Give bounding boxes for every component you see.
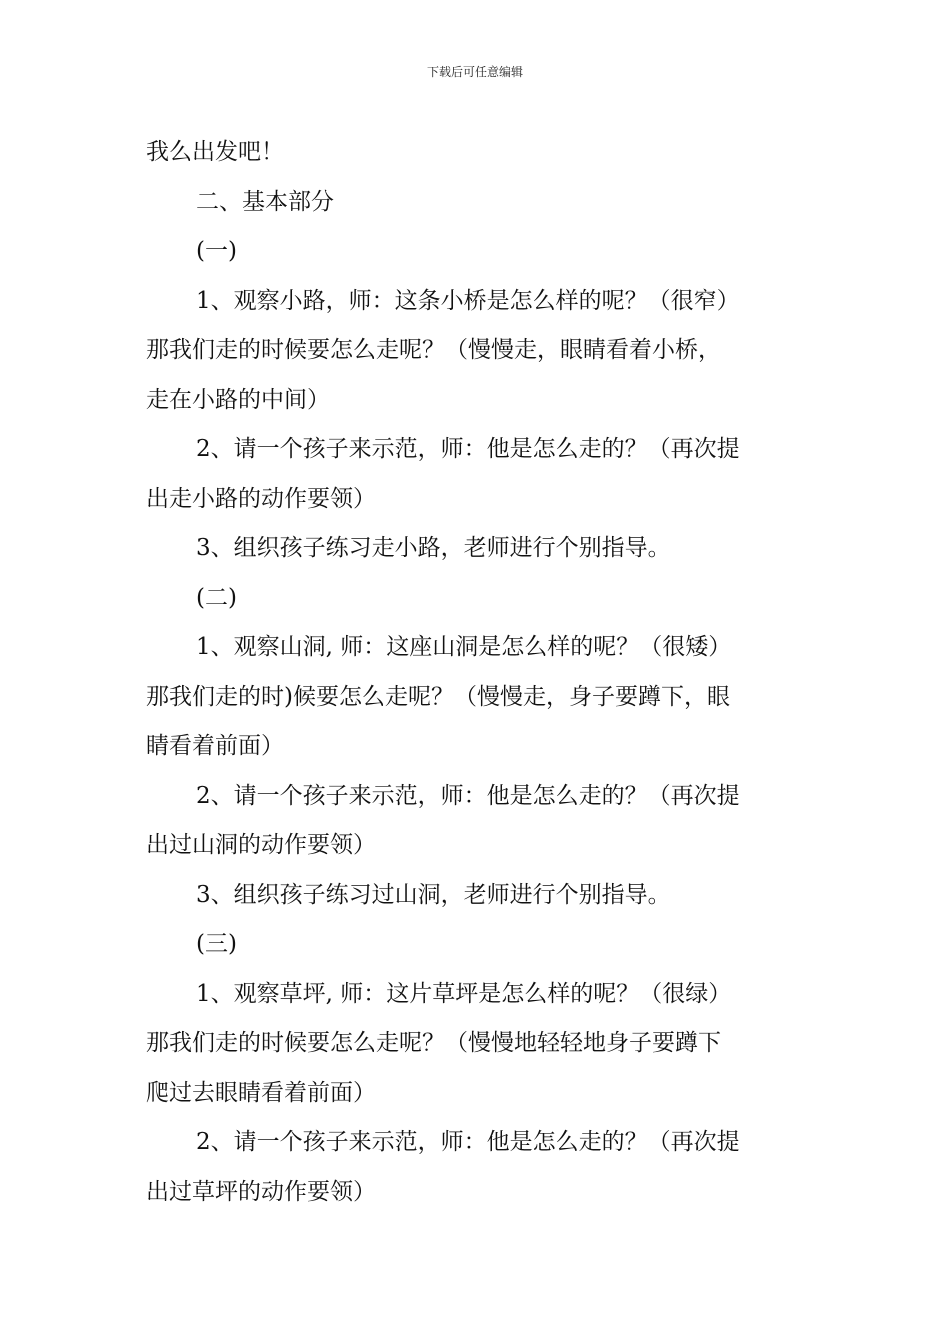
text-line: 我么出发吧！: [146, 139, 284, 165]
text-line: 1、观察山洞, 师：这座山洞是怎么样的呢？（很矮）: [196, 634, 732, 660]
subsection-heading: (二): [196, 584, 237, 611]
section-heading: 二、基本部分: [196, 188, 334, 215]
text-line: 出走小路的动作要领）: [146, 485, 376, 512]
text-line: 爬过去眼睛看着前面）: [146, 1079, 376, 1106]
text-line: 1、观察草坪, 师：这片草坪是怎么样的呢？（很绿）: [196, 980, 732, 1007]
text-line: 睛看着前面）: [146, 733, 284, 759]
text-line: 2、请一个孩子来示范，师：他是怎么走的？（再次提: [196, 782, 740, 809]
subsection-heading: (三): [196, 931, 237, 957]
page-header: 下载后可任意编辑: [426, 65, 523, 79]
text-line: 出过草坪的动作要领）: [146, 1178, 376, 1205]
text-line: 3、组织孩子练习走小路，老师进行个别指导。: [196, 535, 671, 561]
text-line: 3、组织孩子练习过山洞，老师进行个别指导。: [196, 881, 671, 908]
text-line: 走在小路的中间）: [146, 386, 330, 413]
text-line: 1、观察小路，师：这条小桥是怎么样的呢？（很窄）: [196, 287, 740, 314]
document-body: [146, 128, 810, 1217]
text-line: 2、请一个孩子来示范，师：他是怎么走的？（再次提: [196, 436, 740, 462]
text-line: 2、请一个孩子来示范，师：他是怎么走的？（再次提: [196, 1129, 740, 1155]
subsection-heading: (一): [196, 238, 237, 264]
text-line: 那我们走的时候要怎么走呢？（慢慢走，眼睛看着小桥，: [146, 337, 721, 363]
text-line: 出过山洞的动作要领）: [146, 832, 376, 858]
text-line: 那我们走的时)候要怎么走呢？（慢慢走，身子要蹲下，眼: [146, 683, 730, 710]
text-line: 那我们走的时候要怎么走呢？（慢慢地轻轻地身子要蹲下: [146, 1030, 721, 1056]
